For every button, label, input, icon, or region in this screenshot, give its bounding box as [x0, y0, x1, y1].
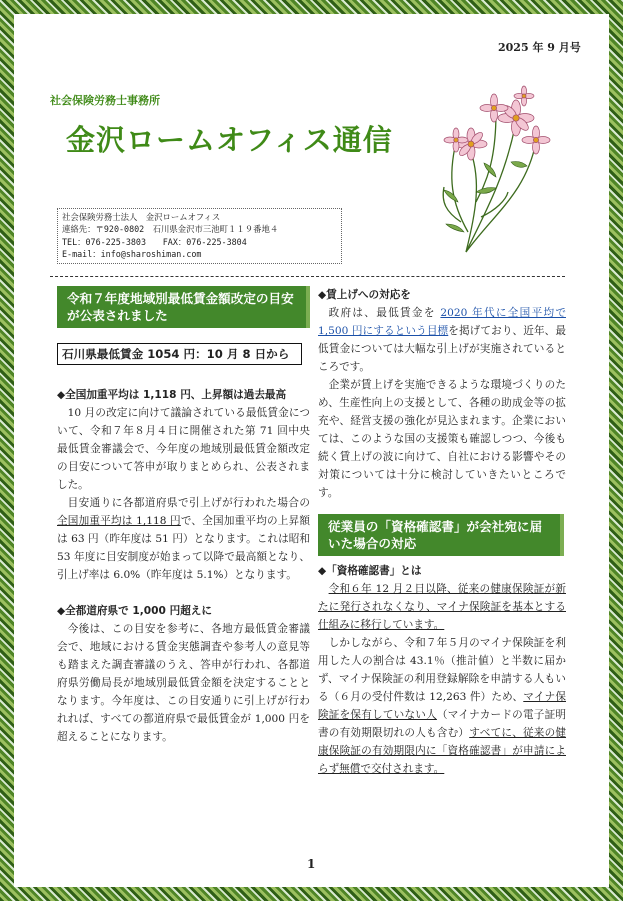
page-number: 1 — [307, 857, 316, 871]
all-prefectures-paragraph: 今後は、この目安を参考に、各地方最低賃金審議会で、地域における賃金実態調査や参考人の意見等も踏まえた調査審議のうえ、答申が行われ、各都道府県労働局長が地域別最低賃金額を決定することとなります。今年度は、この目安通りに引上げが行われれば、すべての都道府県で最低賃金が 1,000 円を超えることになります。 — [57, 623, 310, 743]
national-average-paragraph-2: 目安通りに各都道府県で引上げが行われた場合の全国加重平均は 1,118 円で、全国加重平均の上昇額は 63 円（昨年度は 51 円）となります。これは昭和 53 年度に目安制度が始まって以降で最高額となり、引上げ率は 6.0%（昨年度は 5.1%）となります。 — [57, 497, 310, 581]
office-type-label: 社会保険労務士事務所 — [50, 94, 160, 107]
eligibility-certificate-banner: 従業員の「資格確認書」が会社宛に届いた場合の対応 — [318, 514, 564, 556]
eligibility-certificate-paragraph-2: しかしながら、令和７年５月のマイナ保険証を利用した人の割合は 43.1％（推計値）と半数に届かず、マイナ保険証の利用登録解除を申請する人もいる（６月の受付件数は 12,263 件）ため、マイナ保険証を保有していない人（マイナカードの電子証明書の有効期限切れの人も含む）すべてに、従来の健康保険証の有効期限内に「資格確認書」が申請によらず無償で交付されます。 — [318, 637, 567, 775]
contact-box — [57, 208, 342, 264]
wage-increase-paragraph-1: 政府は、最低賃金を 2020 年代に全国平均で 1,500 円にするという目標を掲げており、近年、最低賃金については大幅な引上げが実施されているところです。 — [318, 307, 566, 373]
contact-address: 連絡先：〒920-0802 石川県金沢市三池町１１９番地４ — [62, 224, 279, 235]
national-average-paragraph-1: 10 月の改定に向けて議論されている最低賃金について、令和７年８月４日に開催された第 71 回中央最低賃金審議会で、今年度の地域別最低賃金額改定の目安について答申が取りまとめられ、公表されました。 — [57, 407, 310, 491]
eligibility-certificate-heading: ◆「資格確認書」とは — [318, 565, 422, 577]
eligibility-certificate-paragraph-1: 令和６年 12 月２日以降、従来の健康保険証が新たに発行されなくなり、マイナ保険証を基本とする仕組みに移行しています。 — [318, 583, 566, 631]
national-average-heading: ◆全国加重平均は 1,118 円、上昇額は過去最高 — [57, 389, 287, 401]
contact-name: 社会保険労務士法人 金沢ロームオフィス — [62, 212, 221, 222]
contact-phone-fax: TEL：076-225-3803 FAX：076-225-3804 — [62, 236, 247, 247]
ishikawa-min-wage-box: 石川県最低賃金 1054 円：10 月 8 日から — [57, 343, 302, 365]
min-wage-banner: 令和７年度地域別最低賃金額改定の目安が公表されました — [57, 286, 310, 328]
left-column — [57, 286, 310, 746]
all-prefectures-heading: ◆全都道府県で 1,000 円超えに — [57, 605, 212, 617]
wage-increase-paragraph-2: 企業が賃上げを実施できるような環境づくりのため、生産性向上の支援として、各種の助成金等の拡充や、経営支援の強化が見込まれます。企業においては、このような国の支援策も確認しつつ、今後も続く賃上げの波に向けて、自社における影響やその対策については十分に検討していきたいところです。 — [318, 379, 566, 499]
newsletter-title: 金沢ロームオフィス通信 — [66, 123, 393, 157]
right-column — [318, 286, 566, 778]
cosmos-flower-illustration — [436, 82, 554, 257]
contact-email: E-mail：info@sharoshiman.com — [62, 249, 202, 260]
issue-date: 2025 年 9 月号 — [498, 41, 581, 54]
section-divider — [50, 276, 565, 277]
wage-increase-heading: ◆賃上げへの対応を — [318, 289, 411, 301]
